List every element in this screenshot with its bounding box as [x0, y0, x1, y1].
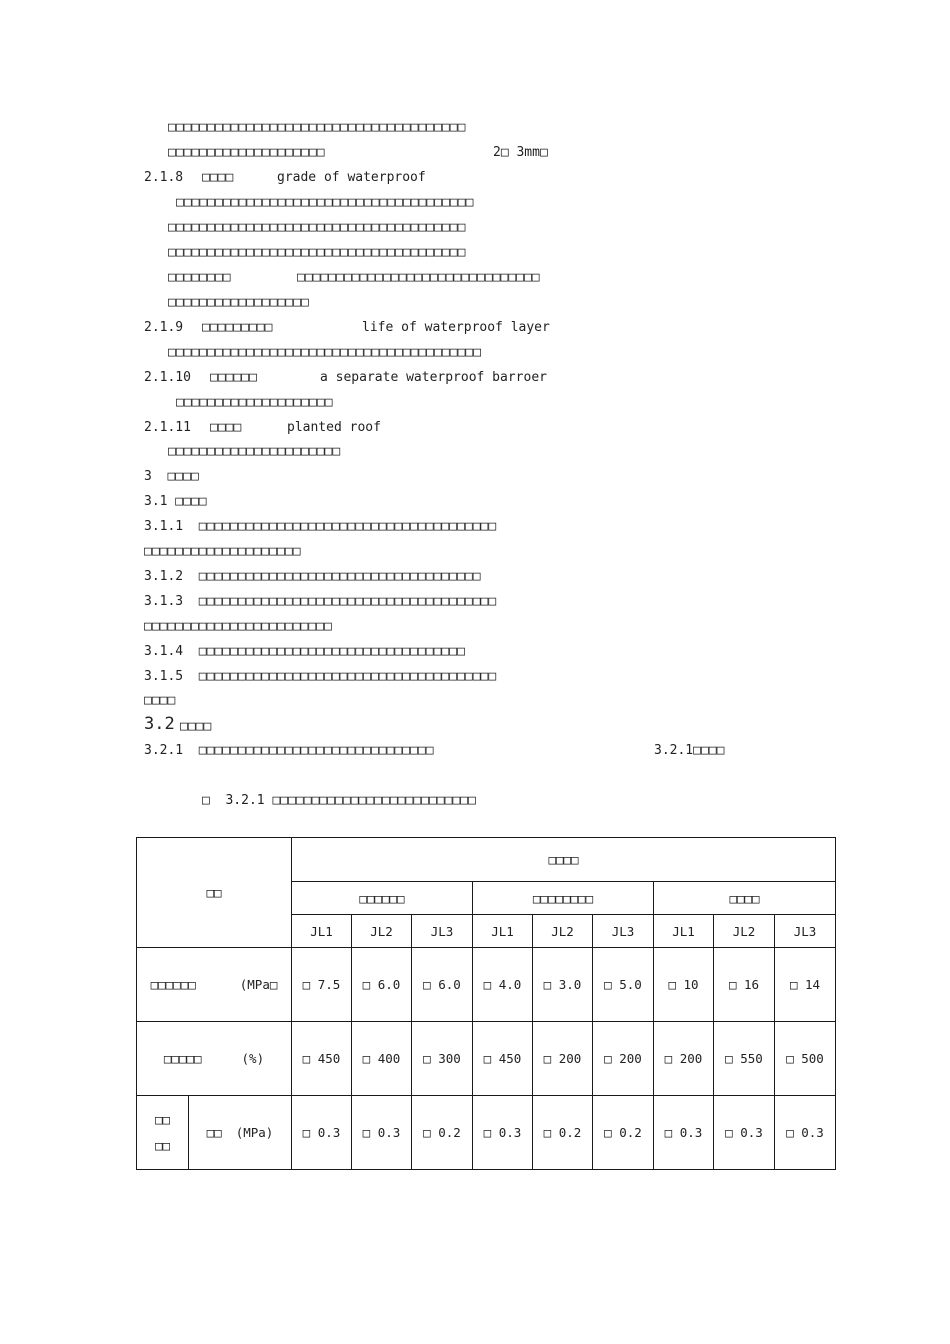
row-group-label-line: □□ — [154, 1111, 171, 1127]
clause-line: 3.2.1 □□□□□□□□□□□□□□□□□□□□□□□□□□□□□□ — [144, 743, 434, 758]
subcol-header: JL2 — [714, 915, 775, 948]
subcol-header: JL1 — [473, 915, 533, 948]
table-cell: □ 400 — [352, 1022, 412, 1096]
section-number: 3.2 — [144, 714, 175, 734]
subcol-header: JL3 — [412, 915, 473, 948]
row-sublabel — [189, 1096, 292, 1170]
table-cell: □ 10 — [654, 948, 714, 1022]
table-row — [137, 948, 836, 1022]
term-chinese: □□□□□□□□□ — [202, 320, 273, 335]
table-cell: □ 0.2 — [533, 1096, 593, 1170]
body-line: □□□□□□□□□□□□□□□□□□□□□□□□□□□□□□□□□□□□□□ — [168, 220, 466, 235]
body-line: □□□□□□□□□□□□□□□□□□□□□□□□□□□□□□□□□□□□□□ — [168, 245, 466, 260]
group-header: □□□□□□□□ — [473, 882, 654, 915]
clause-line: 3.1.4 □□□□□□□□□□□□□□□□□□□□□□□□□□□□□□□□□□ — [144, 644, 465, 659]
table-row — [137, 1022, 836, 1096]
table-cell: □ 200 — [654, 1022, 714, 1096]
term-chinese: □□□□ — [202, 170, 234, 185]
row-label-text: □□ — [206, 1125, 222, 1140]
body-line-right: 2□ 3mm□ — [493, 145, 548, 160]
section-heading: 3.1 □□□□ — [144, 494, 207, 509]
body-line: □□□□□□□□ — [168, 270, 231, 285]
group-header: □□□□ — [654, 882, 836, 915]
table-cell: □ 450 — [292, 1022, 352, 1096]
body-line-right: □□□□□□□□□□□□□□□□□□□□□□□□□□□□□□□ — [297, 270, 540, 285]
body-line: □□□□□□□□□□□□□□□□□□□□□□□□□□□□□□□□□□□□□□□□ — [168, 345, 482, 360]
table-cell: □ 0.3 — [473, 1096, 533, 1170]
table-cell: □ 6.0 — [412, 948, 473, 1022]
table-cell: □ 6.0 — [352, 948, 412, 1022]
term-english: planted roof — [287, 420, 381, 435]
term-chinese: □□□□ — [210, 420, 242, 435]
table-cell: □ 0.3 — [292, 1096, 352, 1170]
body-line-right: 3.2.1□□□□ — [654, 743, 725, 758]
table-cell: □ 200 — [533, 1022, 593, 1096]
table-cell: □ 0.2 — [593, 1096, 654, 1170]
body-line: □□□□□□□□□□□□□□□□□□□□□□□□ — [144, 619, 332, 634]
row-group-label-line: □□ — [154, 1137, 171, 1153]
table-row — [137, 1096, 836, 1170]
row-label-text: □□□□□□ — [150, 977, 196, 992]
table-cell: □ 7.5 — [292, 948, 352, 1022]
subcol-header: JL3 — [775, 915, 836, 948]
term-english: a separate waterproof barroer — [320, 370, 547, 385]
table-cell: □ 550 — [714, 1022, 775, 1096]
body-line: □□□□□□□□□□□□□□□□□□ — [168, 295, 309, 310]
table-cell: □ 300 — [412, 1022, 473, 1096]
table-cell: □ 16 — [714, 948, 775, 1022]
subcol-header: JL2 — [352, 915, 412, 948]
row-unit: (MPa) — [235, 1125, 274, 1140]
term-english: life of waterproof layer — [362, 320, 550, 335]
subcol-header: JL1 — [292, 915, 352, 948]
section-heading: 3 □□□□ — [144, 469, 199, 484]
table-cell: □ 3.0 — [533, 948, 593, 1022]
table-cell: □ 200 — [593, 1022, 654, 1096]
table-cell: □ 0.2 — [412, 1096, 473, 1170]
row-group-label — [137, 1096, 189, 1170]
table-cell: □ 500 — [775, 1022, 836, 1096]
table-cell: □ 0.3 — [654, 1096, 714, 1170]
body-line: □□□□□□□□□□□□□□□□□□□□□□□□□□□□□□□□□□□□□□ — [168, 120, 466, 135]
subcol-header: JL2 — [533, 915, 593, 948]
table-cell: □ 5.0 — [593, 948, 654, 1022]
spec-table — [136, 837, 836, 1170]
table-cell: □ 0.3 — [714, 1096, 775, 1170]
item-header: □□ — [137, 838, 292, 948]
table-cell: □ 0.3 — [352, 1096, 412, 1170]
clause-line: 3.1.5 □□□□□□□□□□□□□□□□□□□□□□□□□□□□□□□□□□□□□□ — [144, 669, 497, 684]
table-cell: □ 0.3 — [775, 1096, 836, 1170]
row-unit: (MPa□ — [239, 977, 278, 992]
subcol-header: JL3 — [593, 915, 654, 948]
body-line: □□□□□□□□□□□□□□□□□□□□ — [168, 145, 325, 160]
term-number: 2.1.10 — [144, 370, 191, 385]
top-header: □□□□ — [292, 838, 836, 882]
body-line: □□□□□□□□□□□□□□□□□□□□ — [144, 544, 301, 559]
clause-line: 3.1.3 □□□□□□□□□□□□□□□□□□□□□□□□□□□□□□□□□□□□□□ — [144, 594, 497, 609]
table-caption: □ 3.2.1 □□□□□□□□□□□□□□□□□□□□□□□□□□ — [202, 793, 476, 808]
row-label — [137, 948, 292, 1022]
group-header: □□□□□□ — [292, 882, 473, 915]
row-label-text: □□□□□ — [163, 1051, 202, 1066]
term-number: 2.1.9 — [144, 320, 184, 335]
body-line: □□□□□□□□□□□□□□□□□□□□□□□□□□□□□□□□□□□□□□ — [176, 195, 474, 210]
clause-line: 3.1.2 □□□□□□□□□□□□□□□□□□□□□□□□□□□□□□□□□□□□ — [144, 569, 481, 584]
body-line: □□□□□□□□□□□□□□□□□□□□ — [176, 395, 333, 410]
table-cell: □ 14 — [775, 948, 836, 1022]
term-number: 2.1.11 — [144, 420, 191, 435]
section-title: □□□□ — [180, 719, 212, 734]
clause-line: 3.1.1 □□□□□□□□□□□□□□□□□□□□□□□□□□□□□□□□□□□□□□ — [144, 519, 497, 534]
row-unit: (%) — [241, 1051, 265, 1066]
subcol-header: JL1 — [654, 915, 714, 948]
body-line: □□□□ — [144, 693, 176, 708]
row-label — [137, 1022, 292, 1096]
table-cell: □ 450 — [473, 1022, 533, 1096]
body-line: □□□□□□□□□□□□□□□□□□□□□□ — [168, 444, 341, 459]
term-english: grade of waterproof — [277, 170, 426, 185]
term-chinese: □□□□□□ — [210, 370, 257, 385]
table-cell: □ 4.0 — [473, 948, 533, 1022]
term-number: 2.1.8 — [144, 170, 184, 185]
